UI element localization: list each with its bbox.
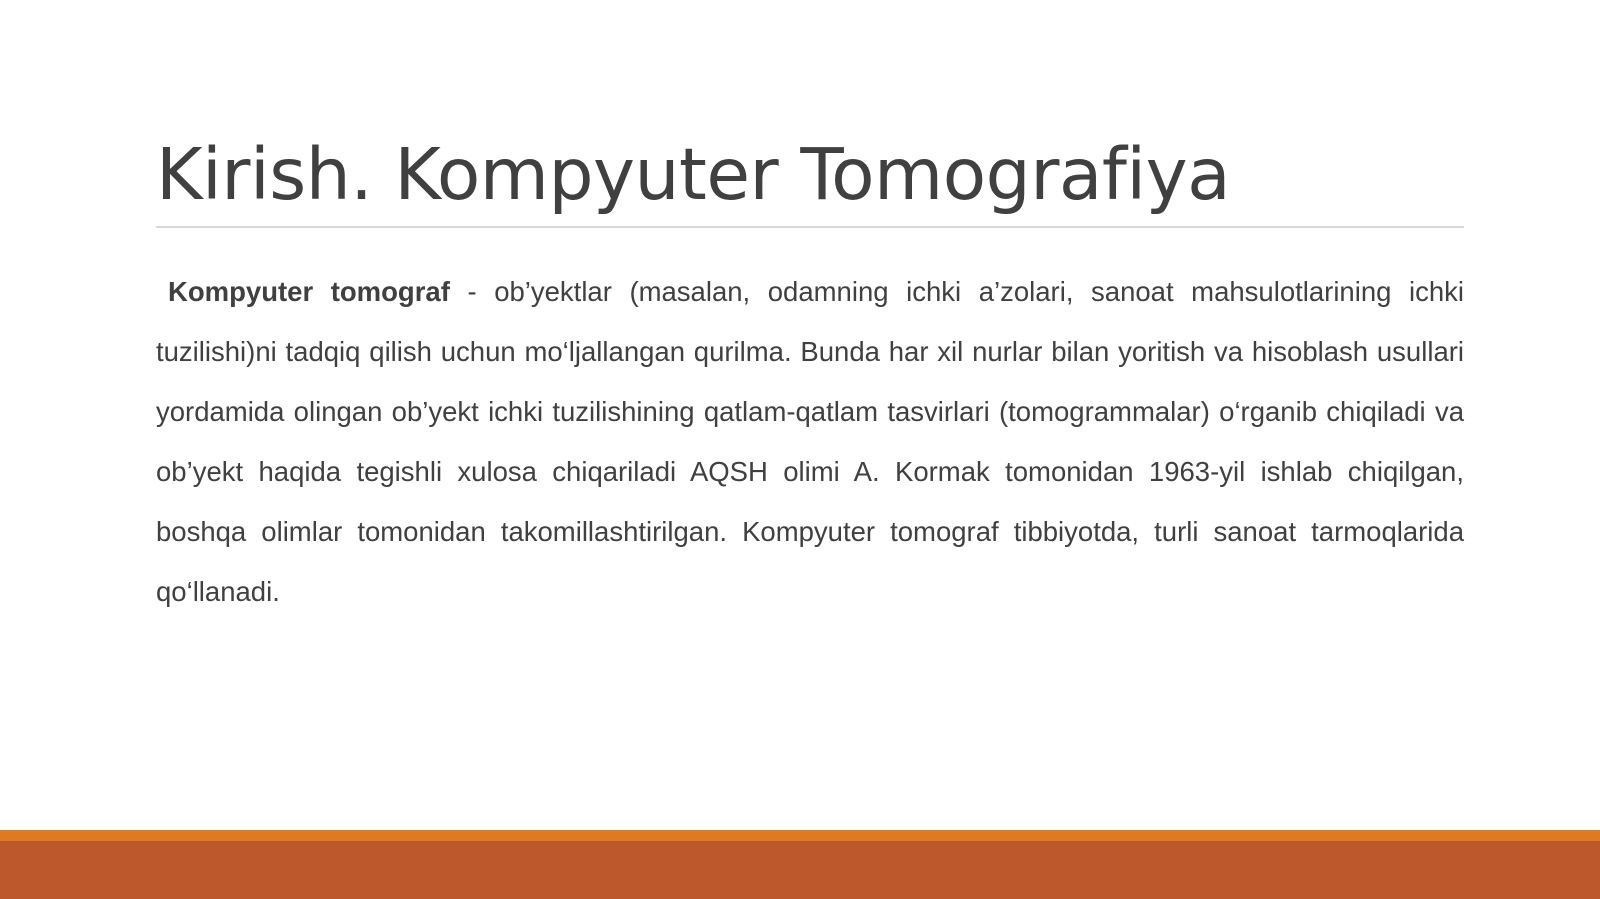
slide-title: Kirish. Kompyuter Tomografiya — [156, 133, 1231, 216]
body-paragraph — [156, 262, 1464, 622]
paragraph-text: - ob’yektlar (masalan, odamning ichki a’zolari, sanoat mahsulotlarining ichki tuzilishi)ni tadqiq qilish uchun mo‘ljallangan qurilma. Bunda har xil nurlar bilan yoritish va hisoblash usullari yordamida olingan ob’yekt ichki tuzilishining qatlam-qatlam tasvirlari (tomogrammalar) o‘rganib chiqiladi va ob’yekt haqida tegishli xulosa chiqariladi AQSH olimi A. Kormak tomonidan 1963-yil ishlab chiqilgan, boshqa olimlar tomonidan takomillashtirilgan. Kompyuter tomograf tibbiyotda, turli sanoat tarmoqlarida qo‘llanadi. — [156, 276, 1464, 607]
title-underline — [156, 226, 1464, 228]
term-bold: Kompyuter tomograf — [168, 276, 450, 307]
footer-accent-stripe — [0, 830, 1600, 841]
